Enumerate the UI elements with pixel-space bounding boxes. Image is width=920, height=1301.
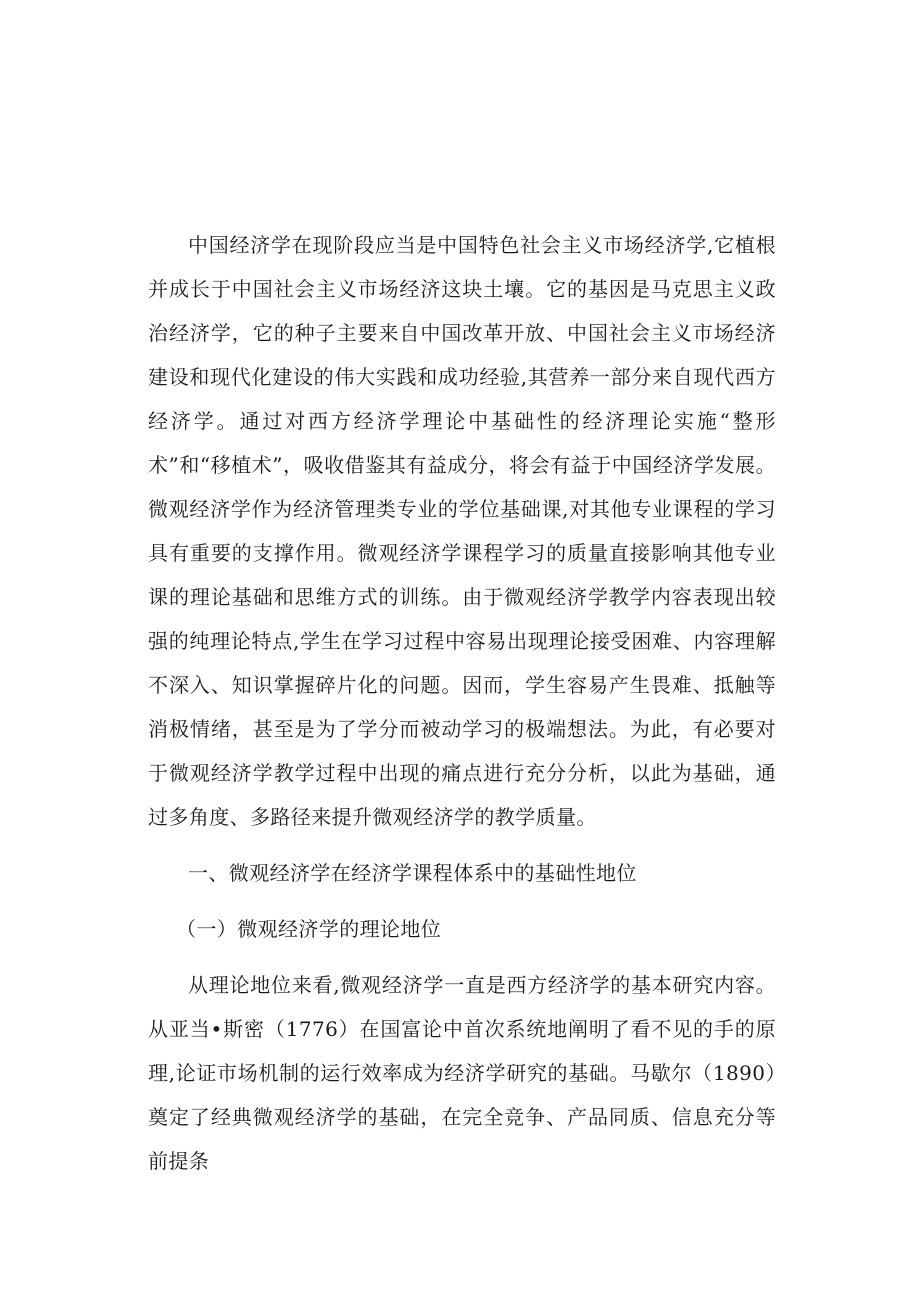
subsection-heading: （一）微观经济学的理论地位: [176, 917, 442, 941]
paragraph-theory-position: 从理论地位来看,微观经济学一直是西方经济学的基本研究内容。从亚当•斯密（1776）在国富论中首次系统地阐明了看不见的手的原理,论证市场机制的运行效率成为经济学研究的基础。马歇尔（1890）奠定了经典微观经济学的基础，在完全竞争、产品同质、信息充分等前提条: [148, 973, 776, 1173]
document-body: [148, 223, 776, 1183]
section-heading: 一、微观经济学在经济学课程体系中的基础性地位: [188, 861, 637, 885]
paragraph-intro: 中国经济学在现阶段应当是中国特色社会主义市场经济学,它植根并成长于中国社会主义市场经济这块土壤。它的基因是马克思主义政治经济学，它的种子主要来自中国改革开放、中国社会主义市场经济建设和现代化建设的伟大实践和成功经验,其营养一部分来自现代西方经济学。通过对西方经济学理论中基础性的经济理论实施“整形术”和“移植术”，吸收借鉴其有益成分，将会有益于中国经济学发展。微观经济学作为经济管理类专业的学位基础课,对其他专业课程的学习具有重要的支撑作用。微观经济学课程学习的质量直接影响其他专业课的理论基础和思维方式的训练。由于微观经济学教学内容表现出较强的纯理论特点,学生在学习过程中容易出现理论接受困难、内容理解不深入、知识掌握碎片化的问题。因而，学生容易产生畏难、抵触等消极情绪，甚至是为了学分而被动学习的极端想法。为此，有必要对于微观经济学教学过程中出现的痛点进行充分分析，以此为基础，通过多角度、多路径来提升微观经济学的教学质量。: [148, 233, 776, 829]
